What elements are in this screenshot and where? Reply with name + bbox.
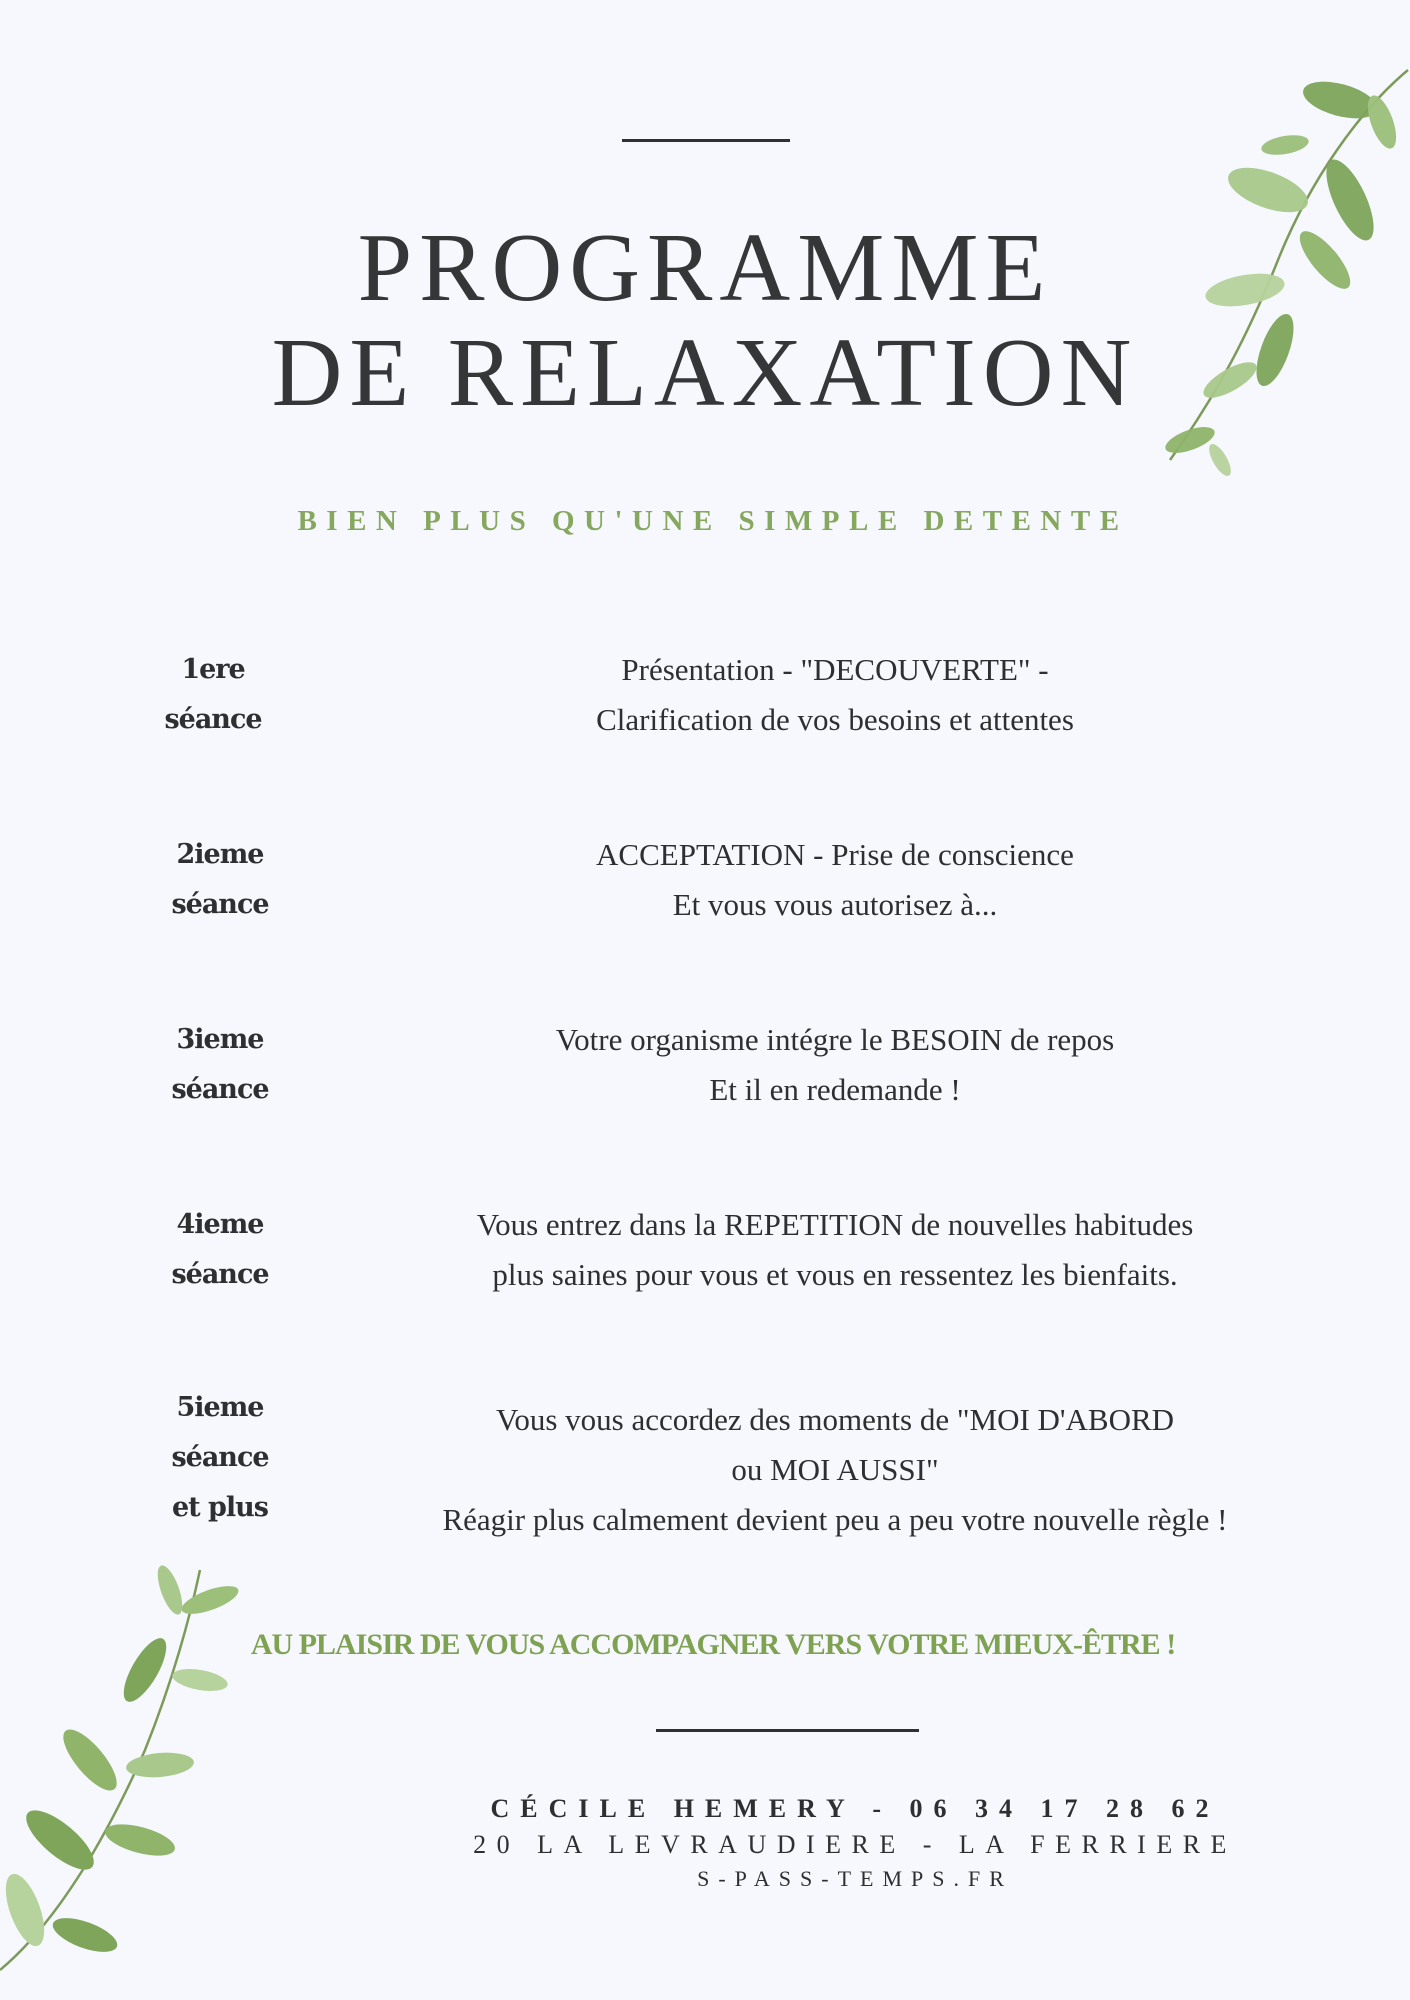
session-description-line: ou MOI AUSSI" — [731, 1452, 939, 1487]
session-description-line: Votre organisme intégre le BESOIN de repos — [555, 1022, 1115, 1057]
session-label-line: et plus — [171, 1492, 269, 1523]
session-label-line: 4ieme — [176, 1209, 264, 1240]
leaf-branch-bottom-left-icon — [0, 1550, 270, 1980]
session-label-line: 3ieme — [176, 1024, 264, 1055]
session-description-line: plus saines pour vous et vous en ressentez les bienfaits. — [492, 1257, 1178, 1292]
session-label-line: séance — [171, 1442, 269, 1473]
session-label — [150, 1383, 290, 1533]
session-label — [150, 830, 290, 930]
session-label — [150, 1200, 290, 1300]
session-description-line: Clarification de vos besoins et attentes — [596, 702, 1074, 737]
page-title-line1: PROGRAMME — [357, 214, 1053, 322]
session-description-line: Réagir plus calmement devient peu a peu votre nouvelle règle ! — [442, 1502, 1228, 1537]
session-description-line: Vous vous accordez des moments de "MOI D'ABORD — [495, 1402, 1175, 1437]
session-description-line: Présentation - "DECOUVERTE" - — [621, 652, 1049, 687]
session-label-line: séance — [171, 1259, 269, 1290]
session-description-line: Vous entrez dans la REPETITION de nouvelles habitudes — [476, 1207, 1194, 1242]
top-divider — [622, 139, 790, 142]
session-description — [300, 645, 1370, 745]
subtitle: BIEN PLUS QU'UNE SIMPLE DETENTE — [297, 505, 1129, 537]
session-description — [300, 1015, 1370, 1115]
session-label-line: 1ere — [181, 654, 245, 685]
session-description-line: Et vous vous autorisez à... — [672, 887, 998, 922]
session-description — [300, 1200, 1370, 1300]
page-title-line2: DE RELAXATION — [271, 319, 1139, 427]
session-label-line: 2ieme — [176, 839, 264, 870]
session-label — [143, 645, 283, 745]
session-label — [150, 1015, 290, 1115]
session-label-line: séance — [171, 1074, 269, 1105]
bottom-divider — [656, 1729, 919, 1732]
session-description-line: Et il en redemande ! — [709, 1072, 961, 1107]
session-label-line: séance — [171, 889, 269, 920]
session-description — [280, 1395, 1390, 1545]
session-description-line: ACCEPTATION - Prise de conscience — [596, 837, 1074, 872]
closing-message: AU PLAISIR DE VOUS ACCOMPAGNER VERS VOTRE MIEUX-ÊTRE ! — [250, 1628, 1176, 1661]
session-description — [300, 830, 1370, 930]
contact-website[interactable]: S-PASS-TEMPS.FR — [697, 1866, 1013, 1891]
contact-address: 20 LA LEVRAUDIERE - LA FERRIERE — [473, 1830, 1237, 1859]
session-label-line: 5ieme — [176, 1392, 264, 1423]
session-label-line: séance — [164, 704, 262, 735]
contact-name-phone: CÉCILE HEMERY - 06 34 17 28 62 — [490, 1794, 1220, 1823]
